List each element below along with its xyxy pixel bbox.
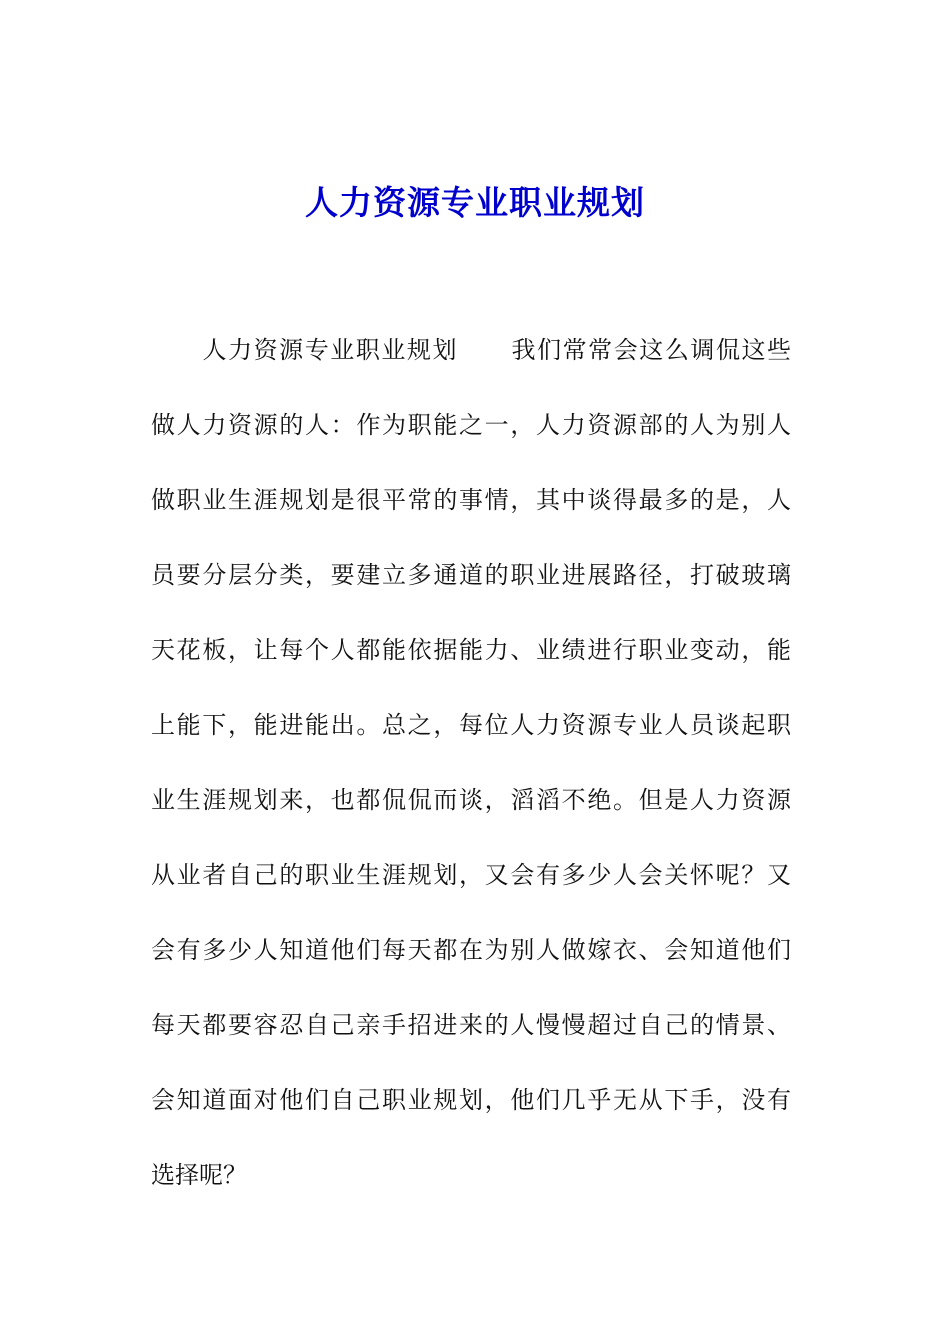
line-1-text: 我们常常会这么调侃这些 bbox=[510, 336, 791, 364]
paragraph-line-2: 做人力资源的人：作为职能之一，人力资源部的人为别人 bbox=[151, 411, 791, 439]
paragraph-line-10: 每天都要容忍自己亲手招进来的人慢慢超过自己的情景、 bbox=[151, 1011, 791, 1039]
paragraph-line-11: 会知道面对他们自己职业规划，他们几乎无从下手，没有 bbox=[151, 1086, 791, 1114]
paragraph-line-9: 会有多少人知道他们每天都在为别人做嫁衣、会知道他们 bbox=[151, 936, 791, 964]
paragraph-line-5: 天花板，让每个人都能依据能力、业绩进行职业变动，能 bbox=[151, 636, 791, 664]
paragraph-line-4: 员要分层分类，要建立多通道的职业进展路径，打破玻璃 bbox=[151, 561, 791, 589]
paragraph-line-12: 选择呢？ bbox=[151, 1161, 247, 1189]
paragraph-line-7: 业生涯规划来，也都侃侃而谈，滔滔不绝。但是人力资源 bbox=[151, 786, 791, 814]
document-body bbox=[151, 325, 791, 1225]
paragraph-line-3: 做职业生涯规划是很平常的事情，其中谈得最多的是，人 bbox=[151, 486, 791, 514]
paragraph-line-6: 上能下，能进能出。总之，每位人力资源专业人员谈起职 bbox=[151, 711, 791, 739]
paragraph-line-1 bbox=[151, 325, 791, 400]
paragraph-line-8: 从业者自己的职业生涯规划，又会有多少人会关怀呢？又 bbox=[151, 861, 791, 889]
document-title: 人力资源专业职业规划 bbox=[305, 183, 645, 222]
inline-heading: 人力资源专业职业规划 bbox=[201, 336, 458, 364]
